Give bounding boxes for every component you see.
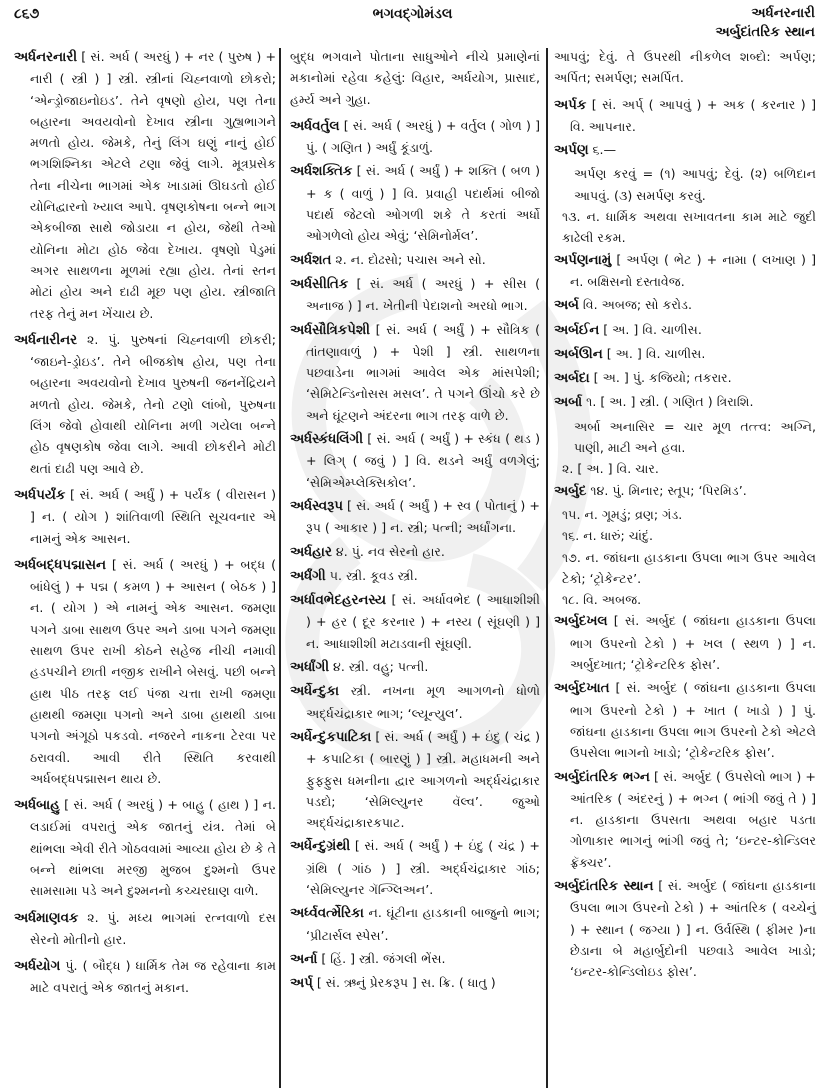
dictionary-entry: [554, 367, 816, 389]
definition: ૫. સ્ત્રી. કૂવડ સ્ત્રી.: [325, 567, 418, 583]
definition: [ સં. અર્બુદ ( જાંઘના હાડકાના ઉપલા ભાગ ઉપરનો ટેકો ) + આંતરિક ( વચ્ચેનું ) + સ્થાન ( જગ્યા ) ] ન. ઉર્વસ્થિ ( ફીમર )ના છેડાના બે મહાર્બુદોની પછવાડે આવેલ ખાડો; ‘ઇન્ટર-કોન્ડિલોઇડ ફોસ’.: [570, 877, 816, 980]
definition: ૧. [ અ. ] સ્ત્રી. ( ગણિત ) ત્રિરાશિ.: [582, 394, 754, 410]
dictionary-entry: [14, 46, 276, 324]
sub-definition: અર્બા અનાસિર = ચાર મૂળ તત્ત્વ: અગ્નિ, પાણી, માટી અને હવા.: [574, 418, 816, 456]
dictionary-entry: [14, 484, 276, 549]
headword: અર્ધસ્કંધલિંગી: [290, 432, 364, 448]
definition: [ અ. ] પું. કજિયો; તકરાર.: [589, 370, 732, 386]
dictionary-entry: [554, 610, 816, 675]
guide-words: [715, 4, 815, 42]
headword: અર્ધશત: [290, 252, 332, 268]
dictionary-entry: [554, 94, 816, 138]
definition: ૨. પું. મધ્ય ભાગમાં રત્નવાળો દસ સેરનો મોતીનો હાર.: [30, 909, 276, 947]
definition: [ સં. અર્ધ ( અરધું ) + બાહુ ( હાથ ) ] ન. લડાઈમાં વપરાતું એક જાતનું યંત્ર. તેમાં બે થાંભલા એવી રીતે ગોઠવવામાં આવ્યા હોય છે કે તે બન્ને થાંભલા મરજી મુજબ દુશ્મનો ઉપર સામસામા પડે અને દુશ્મનનો કચ્ચરઘાણ વાળે.: [30, 797, 276, 899]
dictionary-entry: [14, 955, 276, 999]
guide-word-first: અર્ધનરનારી: [751, 5, 815, 21]
headword: અર્બુદખલ: [554, 614, 608, 630]
dictionary-entry: [290, 273, 540, 317]
definition: [ સં. ઋનું પ્રેરકરૂપ ] સ. ક્રિ. ( ધાતુ ): [312, 975, 496, 991]
definition: [ સં. અર્ધ ( અરધું ) + નર ( પુરુષ ) + નારી ( સ્ત્રી ) ] સ્ત્રી. સ્ત્રીનાં ચિહ્નવાળો છોકરો; ‘એન્ડ્રોજાઇનોઇડ’. તેને વૃષણો હોય, પણ તેના બહારના અવયવોનો દેખાવ સ્ત્રીના ગુહ્યભાગને મળતો હોય. જેમકે, તેનું લિંગ ઘણું નાનું હોઈ ભગશિશ્નિકા એટલે ટણા જેવું લાગે. મૂત્રપ્રસેક તેના નીચેના ભાગમાં એક ખાડામાં ઊઘડતો હોઈ યોનિદ્વારનો ખ્યાલ આપે. વૃષણકોષના બન્ને ભાગ એકબીજા સાથે જોડાયા ન હોય, જેથી તેઓ યોનિના મોટા હોઠ જેવા દેખાય. વૃષણો પેડુમાં અગર સાથળના મૂળમાં રહ્યા હોય. તેનાં સ્તન મોટાં હોય અને દાઢી મૂછ પણ હોય. સ્ત્રીજાતિ તરફ તેનું મન ખેંચાય છે.: [30, 49, 276, 321]
definition: [ અ. ] વિ. ચાળીસ.: [599, 321, 702, 337]
headword: અર્ધંગી: [290, 568, 326, 584]
definition: બુદ્ધ ભગવાને પોતાના સાધુઓને નીચે પ્રમાણેનાં મકાનોમાં રહેવા કહેલું: વિહાર, અર્ધયોગ, પ્રાસાદ, હર્મ્ય અને ગુહા.: [290, 49, 540, 107]
definition: ૧૪. પું. મિનાર; સ્તૂપ; ‘પિરમિડ’.: [586, 482, 747, 498]
dictionary-entry: [290, 656, 540, 678]
headword: અર્ધનરનારી: [14, 50, 78, 65]
definition: [ સં. અર્ધાવભેદ ( આધાશીશી ) + હર ( દૂર કરનાર ) + નસ્ય ( સૂંઘણી ) ] ન. આધાશીશી મટાડવાની સૂંઘણી.: [306, 592, 540, 651]
headword: અર્ધબાહુ: [14, 798, 60, 814]
dictionary-entry: [554, 319, 816, 341]
sense-definition: ૧૭. ન. જાંઘના હાડકાના ઉપલા ભાગ ઉપર આવેલ ટેકો; ‘ટ્રોકેન્ટર’.: [562, 549, 816, 586]
definition: સ્ત્રી. નખના મૂળ આગળનો ધોળો અર્દ્ધચંદ્રાકાર ભાગ; ‘લ્યૂન્યુલ’.: [306, 683, 540, 721]
dictionary-entry: [14, 329, 276, 479]
headword: અર્પક: [554, 97, 587, 113]
dictionary-entry: [290, 680, 540, 724]
dictionary-entry: [290, 115, 540, 159]
dictionary-entry: [554, 391, 816, 413]
sense-definition: ૧૮. વિ. અબજ.: [562, 592, 642, 608]
dictionary-entry: [290, 589, 540, 654]
headword: અર્બઊન: [554, 346, 603, 362]
headword: અર્ધહાર: [290, 544, 332, 560]
definition: [ સં. અર્ધ ( અર્ધું ) + શક્તિ ( બળ ) + ક ( વાળું ) ] વિ. પ્રવાહી પદાર્થમાં બીજો પદાર્થ જેટલો ઓગળી શકે તે કરતાં અર્ધો ઓગળેલો હોય એવું; ‘સેમિનોર્મલ’.: [306, 163, 540, 244]
headword: અર્બદા: [554, 371, 590, 387]
guide-word-last: અર્બુદાંતરિક સ્થાન: [715, 24, 815, 40]
dictionary-entry: [14, 554, 276, 789]
dictionary-entry: [290, 835, 540, 900]
definition: [ સં. અર્ધ ( અર્ધું ) + પર્યંક ( વીરાસન ) ] ન. ( યોગ ) શાંતિવાળી સ્થિતિ સૂચવનાર એ નામનું એક આસન.: [30, 486, 276, 546]
headword: અર્ધશક્તિક: [290, 164, 353, 180]
definition: ૨. પું. પુરુષનાં ચિહ્નવાળી છોકરી; ‘જાઇને-ડ્રોઇડ’. તેને બીજકોષ હોય, પણ તેના બહારના અવયવોનો દેખાવ પુરુષની જનનેંદ્રિયને મળતો હોય. જેમકે, તેનો ટણો લાંબો, પુરુષના લિંગ જેવો હોવાથી યોનિના મળી ગયેલા બન્ને હોઠ વૃષણકોષ જેવા લાગે. આવી છોકરીને મોટી થતાં દાઢી પણ આવે છે.: [30, 331, 276, 476]
headword: અર્ધાવભેદહરનસ્ય: [290, 593, 386, 609]
dictionary-entry: [554, 294, 816, 316]
definition: [ સં. અર્ધ ( અર્ધું ) + સૌત્રિક ( તાંતણાવાળું ) + પેશી ] સ્ત્રી. સાથળના પછવાડેના ભાગમાં આવેલ એક માંસપેશી; ‘સેમિટેન્ડિનોસસ મસલ’. તે પગને ઊંચો કરે છે અને ઘૂંટણને અંદરના ભાગ તરફ વાળે છે.: [306, 321, 540, 423]
sense-definition: ૨. [ અ. ] વિ. ચાર.: [562, 461, 659, 477]
headword: અર્ધમાણવક: [14, 910, 79, 926]
definition: [ સં. અર્ધ ( અર્ધું ) + સ્વ ( પોતાનું ) + રૂપ ( આકાર ) ] ન. સ્ત્રી; પત્ની; અર્ધાંગના.: [306, 497, 540, 536]
definition: વિ. અબજ; સો કરોડ.: [578, 297, 692, 313]
headword: અર્ના: [290, 951, 318, 967]
definition: [ અર્પણ ( ભેટ ) + નામા ( લખાણ ) ] ન. બક્ષિસનો દસ્તાવેજ.: [570, 251, 816, 289]
dictionary-entry: [554, 139, 816, 161]
dictionary-entry: [554, 677, 816, 763]
sub-definition: અર્પણ કરવું = (૧) આપવું; દેવું. (૨) બળિદાન આપવું. (૩) સમર્પણ કરવું.: [574, 166, 816, 203]
headword: અર્ધપર્યંક: [14, 487, 66, 503]
headword: અર્ધબદ્ધપદ્માસન: [14, 557, 106, 573]
definition: [ સં. અર્બુદ ( ઉપસેલો ભાગ ) + આંતરિક ( અંદરનું ) + ભગ્ન ( ભાંગી જવું તે ) ] ન. હાડકાના ઉપસતા અથવા બહાર પડતા ગોળાકાર ભાગનું ભાંગી જવું તે; ‘ઇન્ટર-કોન્ડિલર ફ્રૅક્ચર’.: [570, 768, 816, 870]
definition: ૪. સ્ત્રી. વહુ; પત્ની.: [329, 659, 429, 675]
headword: અર્ધસીતિક: [290, 276, 349, 292]
definition: [ સં. અર્પ્ ( આપવું ) + અક ( કરનાર ) ] વિ. આપનાર.: [570, 96, 816, 134]
dictionary-entry: [290, 541, 540, 563]
entry-continuation: [554, 46, 816, 89]
column-1: [14, 46, 276, 1078]
headword: અર્ધેન્દુકપાટિકા: [290, 729, 372, 745]
dictionary-entry: [290, 948, 540, 970]
dictionary-entry: [290, 726, 540, 833]
headword: અર્પણનામું: [554, 252, 612, 268]
headword: અર્બુદ: [554, 483, 587, 499]
dictionary-entry: [290, 565, 540, 587]
dictionary-entry: [554, 249, 816, 293]
dictionary-entry: [554, 875, 816, 982]
definition: [ સં. અર્ધ ( અર્ધું ) + ઇંદુ ( ચંદ્ર ) + કપાટિકા ( બારણું ) ] સ્ત્રી. મહાધમની અને ફુફ્ફુસ ધમનીના દ્વાર આગળનો અર્દ્ધચંદ્રાકાર પડદો; ‘સેમિલ્યુનર વૅલ્વ’. જુઓ અર્દ્ધચંદ્રાકારકપાટ.: [306, 728, 540, 831]
dictionary-entry: [14, 794, 276, 901]
dictionary-entry: [290, 160, 540, 246]
sense-definition: ૧૫. ન. ગૂમડું; વ્રણ; ગંડ.: [562, 506, 683, 522]
definition: [ હિં. ] સ્ત્રી. જંગલી ભેંસ.: [317, 950, 446, 966]
headword: અર્બા: [554, 395, 583, 411]
definition: [ સં. અર્ધ ( અરધું ) + સીસ ( અનાજ ) ] ન. ખેતીની પેદાશનો અરધો ભાગ.: [306, 275, 540, 314]
definition: પું. ( બૌદ્ધ ) ધાર્મિક તેમ જ રહેવાના કામ માટે વપરાતું એક જાતનું મકાન.: [30, 958, 276, 996]
headword: અર્ધેન્દુકા: [290, 684, 340, 700]
dictionary-entry: [290, 902, 540, 946]
headword: અર્પણ: [554, 143, 589, 159]
headword: અર્બુદાંતરિક સ્થાન: [554, 878, 654, 894]
sense-definition: ૧૩. ન. ધાર્મિક અથવા સખાવતના કામ માટે જુદી કાઢેલી રકમ.: [562, 209, 816, 246]
definition: [ સં. અર્ધ ( અર્ધું ) + સ્કંધ ( થડ ) + લિગ્ ( જવું ) ] વિ. થડને અર્ધું વળગેલું; ‘સેમિએમ્પ્લેક્સિકોલ’.: [306, 431, 540, 490]
headword: અર્ધનારીનર: [14, 332, 78, 348]
column-2: [290, 46, 540, 1078]
dictionary-entry: [290, 428, 540, 493]
headword: અર્ધયોગ: [14, 959, 61, 975]
headword: અર્ધાંગી: [290, 660, 330, 676]
dictionary-entry: [14, 907, 276, 951]
headword: અર્બ: [554, 298, 579, 314]
dictionary-entry: [290, 319, 540, 426]
headword: અર્બુદખાત: [554, 681, 610, 697]
page-header: [0, 0, 825, 46]
definition: ન. ઘૂંટીના હાડકાની બાજુનો ભાગ; ‘પ્રીટાર્સલ સ્પેસ’.: [306, 905, 540, 943]
headword: અર્ધેન્દુગ્રંથી: [290, 839, 351, 855]
definition: [ સં. અર્બુદ ( જાંઘના હાડકાના ઉપલા ભાગ ઉપરનો ટેકો ) + ખાત ( ખાડો ) ] પું. જાંઘના હાડકાના ઉપલા ભાગ ઉપરનો ટેકો એટલે ઉપસેલા ભાગનો ખાડો; ‘ટ્રોકેન્ટરિક ફોસ’.: [570, 680, 816, 761]
headword: અર્બઈન: [554, 322, 600, 338]
dictionary-body: [0, 46, 825, 1088]
definition: આપવું; દેવું. તે ઉપરથી નીકળેલ શબ્દો: અર્પણ; અર્પિત; સમર્પણ; સમર્પિત.: [554, 49, 816, 86]
definition: ૨. ન. દોઢસો; પચાસ અને સો.: [331, 251, 486, 267]
headword: અર્ધવર્તુલ: [290, 118, 340, 134]
dictionary-entry: [290, 972, 540, 994]
headword: અર્ધસ્વરૂપ: [290, 498, 343, 514]
definition: [ અ. ] વિ. ચાળીસ.: [602, 345, 706, 361]
entry-continuation: [290, 46, 540, 110]
headword: અર્ધ્વવર્ત્મેરિકા: [290, 906, 364, 922]
headword: અર્બુદાંતરિક ભગ્ન: [554, 769, 650, 785]
dictionary-entry: [554, 343, 816, 365]
dictionary-entry: [554, 480, 816, 502]
column-divider: [546, 48, 548, 1088]
definition: [ સં. અર્ધ ( અરધું ) + વર્તુલ ( ગોળ ) ] પું. ( ગણિત ) અર્ધું કૂંડાળું.: [306, 117, 540, 156]
dictionary-entry: [554, 766, 816, 873]
definition: ૪. પું. નવ સેરનો હાર.: [331, 543, 445, 559]
definition: [ સં. અર્બુદ ( જાંઘના હાડકાના ઉપલા ભાગ ઉપરનો ટેકો ) + ખલ ( સ્થળ ) ] ન. અર્બુદખાત; ‘ટ્રોકેન્ટરિક ફોસ’.: [570, 613, 816, 673]
definition: ૬.—: [588, 142, 617, 158]
dictionary-entry: [290, 495, 540, 539]
column-divider: [279, 48, 281, 1088]
running-title: ભગવદ્ગોમંડલ: [372, 6, 453, 22]
headword: અર્પ્: [290, 976, 313, 992]
page-number: ૮૬૭: [14, 6, 40, 22]
definition: [ સં. અર્ધ ( અર્ધું ) + ઇંદુ ( ચંદ્ર ) + ગ્રંથિ ( ગાંઠ ) ] સ્ત્રી. અર્દ્ધચંદ્રાકાર ગાંઠ; ‘સેમિલ્યુનર ગૅન્ગ્લિઅન’.: [306, 838, 540, 897]
dictionary-entry: [290, 249, 540, 271]
sense-definition: ૧૬. ન. ધારું; ચાંદું.: [562, 528, 653, 544]
definition: [ સં. અર્ધ ( અરધું ) + બદ્ધ ( બાંધેલું ) + પદ્મ ( કમળ ) + આસન ( બેઠક ) ] ન. ( યોગ ) એ નામનું એક આસન. જમણા પગને ડાબા સાથળ ઉપર અને ડાબા પગને જમણા સાથળ ઉપર રાખી કોઠને સહેજ નીચી નમાવી હડપચીને છાતી નજીક રાખીને બેસવું. પછી બન્ને હાથ પીઠ તરફ લઈ પંજા ચત્તા રાખી જમણા હાથથી જમણા પગનો અને ડાબા હાથથી ડાબા પગનો અંગૂઠો પકડવો. નજરને નાકના ટેરવા પર ઠરાવવી. આવી રીતે સ્થિતિ કરવાથી અર્ધબદ્ધપદ્માસન થાય છે.: [30, 556, 276, 786]
headword: અર્ધસૌત્રિકપેશી: [290, 322, 371, 338]
column-3: [554, 46, 816, 1078]
